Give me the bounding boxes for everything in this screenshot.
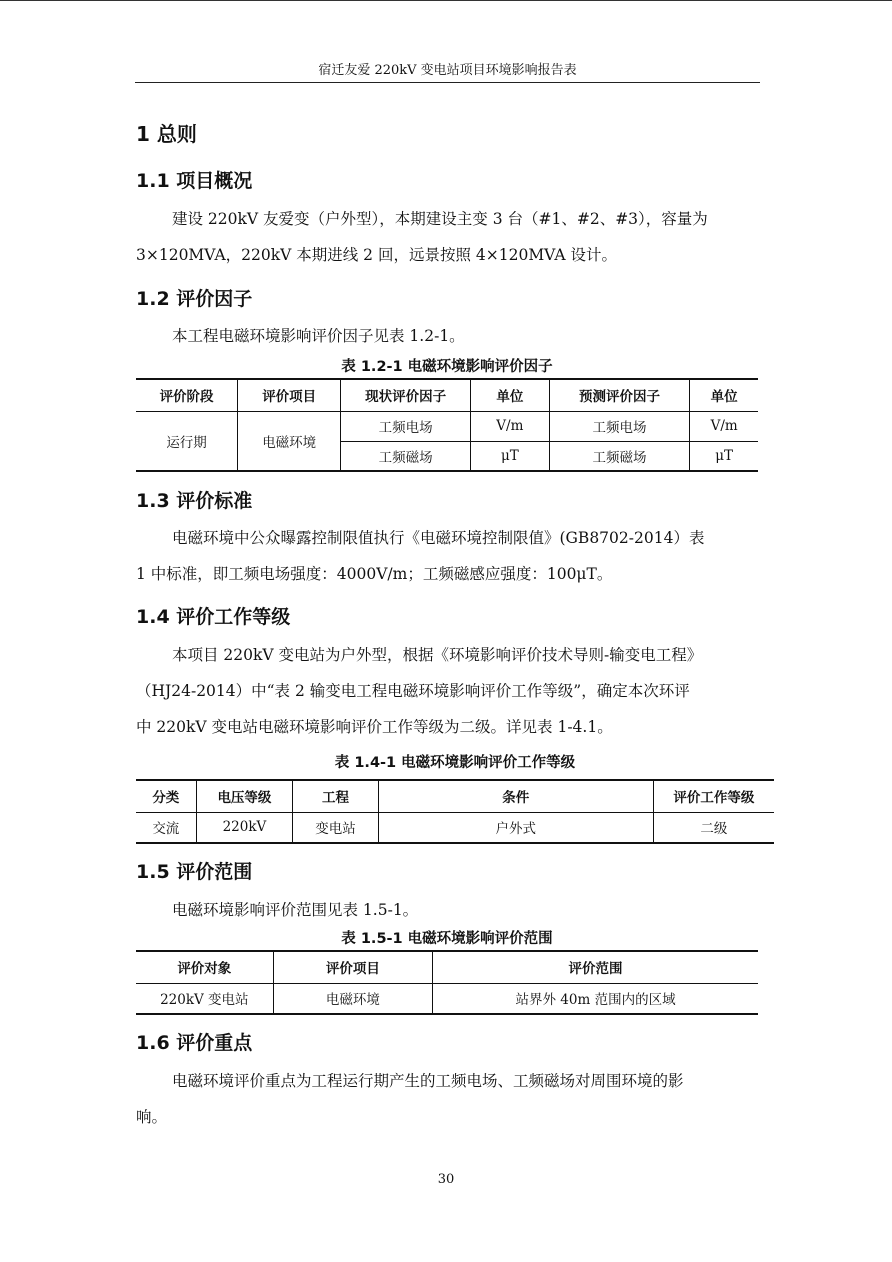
table-row — [136, 812, 774, 843]
table-row — [136, 411, 758, 441]
table-header-cell: 现状评价因子 — [341, 379, 471, 411]
paragraph-line: 响。 — [136, 1108, 168, 1126]
table-header-cell: 预测评价因子 — [549, 379, 690, 411]
table-cell: 220kV — [196, 812, 293, 843]
table-1-2-1 — [136, 378, 758, 472]
table-cell: 工频电场 — [549, 411, 690, 441]
paragraph-line: 电磁环境中公众曝露控制限值执行《电磁环境控制限值》(GB8702-2014）表 — [172, 529, 705, 547]
table-1-4-1 — [136, 779, 774, 844]
table-cell: 220kV 变电站 — [136, 983, 273, 1014]
section-1-1-title: 1.1 项目概况 — [136, 170, 253, 192]
table-cell: 运行期 — [136, 411, 238, 471]
table-1-5-1-caption: 表 1.5-1 电磁环境影响评价范围 — [341, 931, 553, 947]
table-cell: 户外式 — [378, 812, 653, 843]
table-row — [136, 983, 758, 1014]
section-1-6-body — [136, 1063, 760, 1135]
section-1-4-body — [136, 637, 760, 745]
table-cell: 工频磁场 — [549, 441, 690, 471]
paragraph-line: 3×120MVA，220kV 本期进线 2 回，远景按照 4×120MVA 设计。 — [136, 246, 617, 264]
table-header-cell: 单位 — [471, 379, 550, 411]
section-1-1-body — [136, 201, 760, 273]
table-cell: 变电站 — [293, 812, 378, 843]
page-number: 30 — [437, 1172, 455, 1187]
section-1-6-title: 1.6 评价重点 — [136, 1032, 253, 1054]
paragraph-line: （HJ24-2014）中“表 2 输变电工程电磁环境影响评价工作等级”，确定本次环评 — [136, 682, 690, 700]
chapter-title: 1 总则 — [136, 122, 197, 146]
table-cell: V/m — [471, 411, 550, 441]
section-1-5-body: 电磁环境影响评价范围见表 1.5-1。 — [172, 901, 419, 919]
paragraph-line: 电磁环境评价重点为工程运行期产生的工频电场、工频磁场对周围环境的影 — [172, 1072, 684, 1090]
table-header-cell: 条件 — [378, 780, 653, 812]
table-header-cell: 评价范围 — [568, 961, 623, 978]
paragraph-line: 中 220kV 变电站电磁环境影响评价工作等级为二级。详见表 1-4.1。 — [136, 718, 613, 736]
table-header-cell: 评价项目 — [238, 379, 341, 411]
table-cell: V/m — [710, 418, 738, 434]
table-header-cell: 电压等级 — [196, 780, 293, 812]
table-cell: 工频磁场 — [341, 441, 471, 471]
paragraph-line: 建设 220kV 友爱变（户外型），本期建设主变 3 台（#1、#2、#3），容量为 — [172, 210, 708, 228]
section-1-3-title: 1.3 评价标准 — [136, 490, 253, 512]
table-1-4-1-caption: 表 1.4-1 电磁环境影响评价工作等级 — [334, 755, 576, 771]
section-1-3-body — [136, 520, 760, 592]
table-header-cell: 分类 — [136, 780, 196, 812]
table-header-cell: 评价阶段 — [136, 379, 238, 411]
header-rule — [135, 82, 760, 83]
table-header-cell: 单位 — [710, 389, 738, 406]
running-header: 宿迁友爱 220kV 变电站项目环境影响报告表 — [318, 63, 577, 78]
section-1-2-body: 本工程电磁环境影响评价因子见表 1.2-1。 — [172, 327, 465, 345]
table-header-cell: 评价对象 — [136, 951, 273, 983]
table-cell: 二级 — [700, 821, 728, 838]
table-cell: 交流 — [136, 812, 196, 843]
table-cell: 电磁环境 — [238, 411, 341, 471]
section-1-4-title: 1.4 评价工作等级 — [136, 606, 291, 628]
table-cell: 站界外 40m 范围内的区域 — [515, 992, 676, 1009]
section-1-5-title: 1.5 评价范围 — [136, 861, 253, 883]
table-cell: μT — [715, 447, 734, 464]
table-header-cell: 工程 — [293, 780, 378, 812]
paragraph-line: 本项目 220kV 变电站为户外型，根据《环境影响评价技术导则-输变电工程》 — [172, 646, 703, 664]
table-1-2-1-caption: 表 1.2-1 电磁环境影响评价因子 — [341, 359, 553, 375]
table-1-5-1 — [136, 950, 758, 1015]
table-cell: 工频电场 — [341, 411, 471, 441]
table-header-cell: 评价工作等级 — [673, 790, 755, 807]
section-1-2-title: 1.2 评价因子 — [136, 288, 253, 310]
table-cell: 电磁环境 — [273, 983, 432, 1014]
page-top-border — [0, 0, 892, 1]
paragraph-line: 1 中标准，即工频电场强度：4000V/m；工频磁感应强度：100μT。 — [136, 565, 613, 583]
table-header-cell: 评价项目 — [273, 951, 432, 983]
table-cell: μT — [471, 441, 550, 471]
